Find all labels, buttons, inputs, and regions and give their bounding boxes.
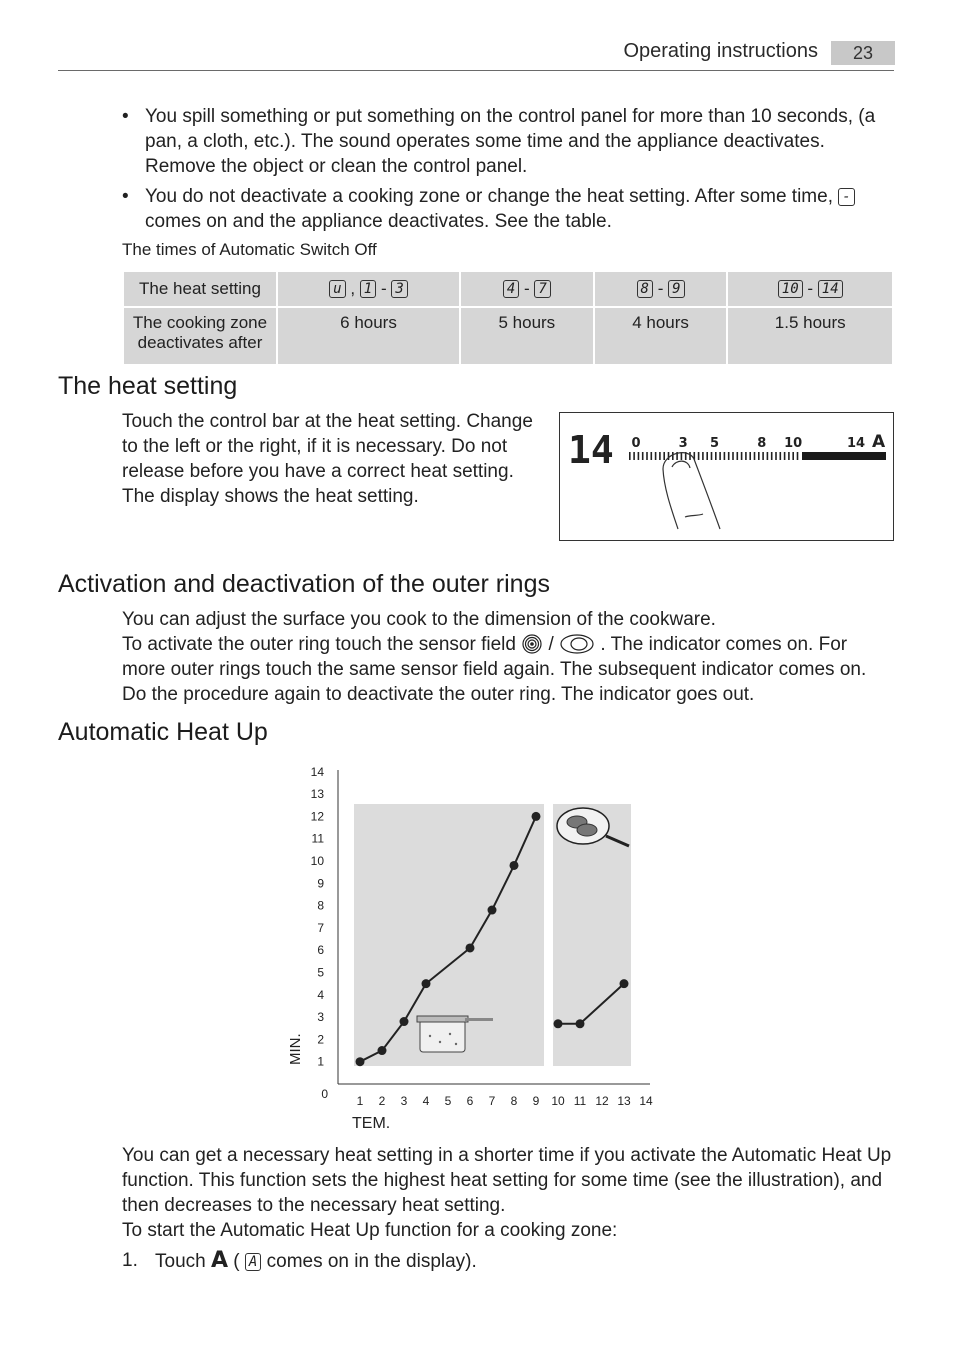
y-tick-label: 0 bbox=[321, 1087, 328, 1101]
scale-tick bbox=[672, 452, 674, 460]
scale-tick bbox=[719, 452, 721, 460]
section-heading-auto-heat-up: Automatic Heat Up bbox=[58, 718, 268, 746]
bullet-text: You do not deactivate a cooking zone or change the heat setting. After some time, bbox=[145, 186, 833, 207]
text-fragment: ( bbox=[233, 1251, 240, 1272]
heat-setting-body: Touch the control bar at the heat setting. Change to the left or the right, if it is necessary. Do not release before you have a correct heat setting. The display shows the heat setting. bbox=[122, 411, 533, 507]
scale-tick bbox=[706, 452, 708, 460]
separator: - bbox=[807, 279, 814, 298]
x-tick-label: 1 bbox=[356, 1094, 364, 1108]
separator: - bbox=[524, 279, 530, 298]
table-row bbox=[124, 308, 892, 364]
y-tick-label: 10 bbox=[310, 854, 324, 868]
section-heading-heat-setting: The heat setting bbox=[58, 372, 238, 400]
scale-label: 8 bbox=[757, 436, 767, 451]
auto-heat-up-paragraph: You can get a necessary heat setting in a shorter time if you activate the Automatic Heat Up function. This function sets the highest heat setting for some time (see the illustration), and then decreases to the necessary heat setting. bbox=[122, 1145, 892, 1216]
scale-tick bbox=[633, 452, 635, 460]
lcd-symbol: 8 bbox=[637, 280, 653, 298]
scale-tick bbox=[698, 452, 700, 460]
text-fragment: To activate the outer ring touch the sensor field bbox=[122, 634, 516, 655]
table-row bbox=[124, 272, 892, 306]
data-point bbox=[422, 979, 431, 988]
data-point bbox=[554, 1019, 563, 1028]
scale-tick bbox=[784, 452, 786, 460]
heat-setting-cell bbox=[461, 272, 593, 306]
duration-cell: 6 hours bbox=[278, 308, 459, 364]
scale-tick bbox=[689, 452, 691, 460]
heat-setting-cell bbox=[595, 272, 727, 306]
y-tick-label: 2 bbox=[317, 1032, 324, 1047]
bullet-item bbox=[122, 184, 892, 234]
heat-setting-cell bbox=[278, 272, 459, 306]
data-point bbox=[576, 1019, 585, 1028]
scale-tick bbox=[771, 452, 773, 460]
scale-tick bbox=[788, 452, 790, 460]
bullet-item bbox=[122, 104, 892, 179]
step-item bbox=[122, 1248, 897, 1274]
concentric-rings-sensor-icon bbox=[521, 634, 543, 654]
scale-tick bbox=[749, 452, 751, 460]
scale-tick bbox=[702, 452, 704, 460]
data-point bbox=[532, 812, 541, 821]
scale-tick bbox=[724, 452, 726, 460]
scale-label: 3 bbox=[678, 436, 688, 451]
scale-tick bbox=[745, 452, 747, 460]
scale-tick bbox=[651, 452, 653, 460]
auto-switch-off-table bbox=[122, 270, 894, 366]
y-tick-label: 1 bbox=[317, 1054, 324, 1069]
scale-tick bbox=[638, 452, 640, 460]
scale-tick bbox=[642, 452, 644, 460]
y-tick-label: 11 bbox=[311, 831, 324, 846]
separator: , bbox=[350, 279, 356, 298]
scale-labels bbox=[631, 436, 865, 451]
y-tick-label: 6 bbox=[317, 943, 324, 958]
table-header-cell: The cooking zone deactivates after bbox=[124, 308, 276, 364]
x-tick-label: 8 bbox=[510, 1094, 518, 1108]
x-tick-label: 13 bbox=[617, 1094, 631, 1108]
y-tick-label: 8 bbox=[317, 898, 324, 913]
outer-rings-line bbox=[122, 632, 902, 657]
scale-tick bbox=[732, 452, 734, 460]
bullet-text: comes on and the appliance deactivates. See the table. bbox=[145, 211, 612, 232]
outer-rings-body bbox=[122, 607, 902, 707]
scale-ticks bbox=[629, 452, 798, 460]
scale-tick bbox=[711, 452, 713, 460]
duration-cell: 1.5 hours bbox=[728, 308, 892, 364]
separator: - bbox=[380, 279, 387, 298]
x-tick-label: 6 bbox=[466, 1094, 474, 1108]
x-tick-label: 9 bbox=[532, 1094, 540, 1108]
scale-tick bbox=[737, 452, 739, 460]
step-number: 1. bbox=[122, 1250, 138, 1271]
scale-tick bbox=[775, 452, 777, 460]
data-point bbox=[488, 906, 497, 915]
scale-tick bbox=[754, 452, 756, 460]
x-tick-label: 14 bbox=[639, 1094, 653, 1108]
bullet-dot: • bbox=[122, 186, 129, 207]
scale-tick bbox=[780, 452, 782, 460]
table-header-cell: The heat setting bbox=[124, 272, 276, 306]
control-bar-illustration bbox=[559, 412, 894, 541]
scale-label: 5 bbox=[710, 436, 720, 451]
lcd-symbol: 9 bbox=[668, 280, 684, 298]
x-tick-label: 3 bbox=[400, 1094, 408, 1108]
x-tick-label: 2 bbox=[378, 1094, 386, 1108]
header-divider bbox=[58, 70, 894, 71]
chart-svg bbox=[280, 760, 670, 1140]
lcd-symbol: 4 bbox=[503, 280, 519, 298]
scale-tick bbox=[741, 452, 743, 460]
lcd-a-symbol: A bbox=[245, 1253, 261, 1271]
bullet-dot: • bbox=[122, 106, 129, 127]
auto-heat-up-body bbox=[122, 1143, 897, 1274]
running-header-title: Operating instructions bbox=[623, 40, 818, 62]
lcd-symbol: 3 bbox=[391, 280, 407, 298]
auto-heat-a-icon: A bbox=[210, 1248, 229, 1273]
scale-tick bbox=[659, 452, 661, 460]
scale-tick bbox=[762, 452, 764, 460]
outer-rings-line: more outer rings touch the same sensor field again. The subsequent indicator comes on. bbox=[122, 659, 867, 680]
x-tick-label: 5 bbox=[444, 1094, 452, 1108]
display-dash-symbol: - bbox=[838, 188, 854, 206]
y-tick-label: 4 bbox=[317, 987, 324, 1002]
x-tick-label: 7 bbox=[488, 1094, 496, 1108]
auto-heat-up-chart bbox=[280, 760, 670, 1140]
lcd-symbol: 14 bbox=[818, 280, 843, 298]
y-tick-label: 12 bbox=[310, 809, 324, 824]
scale-tick bbox=[629, 452, 631, 460]
separator: - bbox=[657, 279, 664, 298]
data-point bbox=[510, 861, 519, 870]
y-tick-label: 13 bbox=[310, 787, 324, 802]
y-tick-labels bbox=[311, 765, 329, 1101]
text-fragment: Touch bbox=[155, 1251, 206, 1272]
scale-label: 10 bbox=[784, 436, 803, 451]
auto-heat-up-start-line: To start the Automatic Heat Up function for a cooking zone: bbox=[122, 1220, 618, 1241]
scale-tick bbox=[792, 452, 794, 460]
scale-tick bbox=[655, 452, 657, 460]
oval-ring-sensor-icon bbox=[559, 634, 595, 654]
x-tick-label: 12 bbox=[595, 1094, 609, 1108]
outer-rings-line: Do the procedure again to deactivate the outer ring. The indicator goes out. bbox=[122, 684, 755, 705]
scale-tick bbox=[715, 452, 717, 460]
data-point bbox=[466, 943, 475, 952]
display-big-digit: 14 bbox=[568, 428, 614, 472]
x-axis-label: TEM. bbox=[352, 1115, 391, 1132]
lcd-symbol: 1 bbox=[360, 280, 376, 298]
table-caption: The times of Automatic Switch Off bbox=[122, 240, 377, 259]
scale-active-bar bbox=[802, 452, 886, 460]
data-point bbox=[620, 979, 629, 988]
x-tick-labels bbox=[357, 1094, 653, 1108]
scale-tick bbox=[767, 452, 769, 460]
x-tick-label: 10 bbox=[551, 1094, 565, 1108]
control-bar-svg bbox=[560, 413, 895, 542]
bullet-text: You spill something or put something on the control panel for more than 10 seconds, (a pan, a cloth, etc.). The sound operates some time and the appliance deactivates. Remove the object or clean the control panel. bbox=[145, 106, 876, 177]
section-heading-outer-rings: Activation and deactivation of the outer rings bbox=[58, 570, 550, 598]
duration-cell: 5 hours bbox=[461, 308, 593, 364]
text-fragment: / bbox=[548, 634, 554, 655]
x-tick-label: 4 bbox=[422, 1094, 430, 1108]
y-axis-label: MIN. bbox=[287, 1033, 304, 1065]
text-fragment: . The indicator comes on. For bbox=[600, 634, 848, 655]
scale-tick bbox=[728, 452, 730, 460]
bullet-list bbox=[122, 104, 892, 239]
auto-heat-symbol: A bbox=[872, 432, 886, 452]
heat-setting-cell bbox=[728, 272, 892, 306]
lcd-symbol: u bbox=[329, 280, 345, 298]
y-tick-label: 14 bbox=[310, 764, 324, 779]
data-point bbox=[378, 1046, 387, 1055]
lcd-symbol: 7 bbox=[534, 280, 550, 298]
y-tick-label: 9 bbox=[317, 876, 324, 891]
duration-cell: 4 hours bbox=[595, 308, 727, 364]
scale-label: 0 bbox=[631, 436, 641, 451]
y-tick-label: 7 bbox=[317, 920, 324, 935]
page-number: 23 bbox=[831, 41, 895, 65]
lcd-symbol: 10 bbox=[778, 280, 803, 298]
scale-label: 14 bbox=[846, 436, 866, 451]
scale-tick bbox=[758, 452, 760, 460]
finger-icon bbox=[663, 453, 720, 529]
scale-tick bbox=[663, 452, 665, 460]
x-tick-label: 11 bbox=[573, 1094, 587, 1108]
data-point bbox=[400, 1017, 409, 1026]
text-fragment: comes on in the display). bbox=[266, 1251, 477, 1272]
scale-tick bbox=[646, 452, 648, 460]
scale-tick bbox=[797, 452, 799, 460]
y-tick-label: 3 bbox=[317, 1010, 324, 1025]
data-point bbox=[356, 1057, 365, 1066]
y-tick-label: 5 bbox=[317, 965, 324, 980]
outer-rings-line: You can adjust the surface you cook to the dimension of the cookware. bbox=[122, 609, 716, 630]
